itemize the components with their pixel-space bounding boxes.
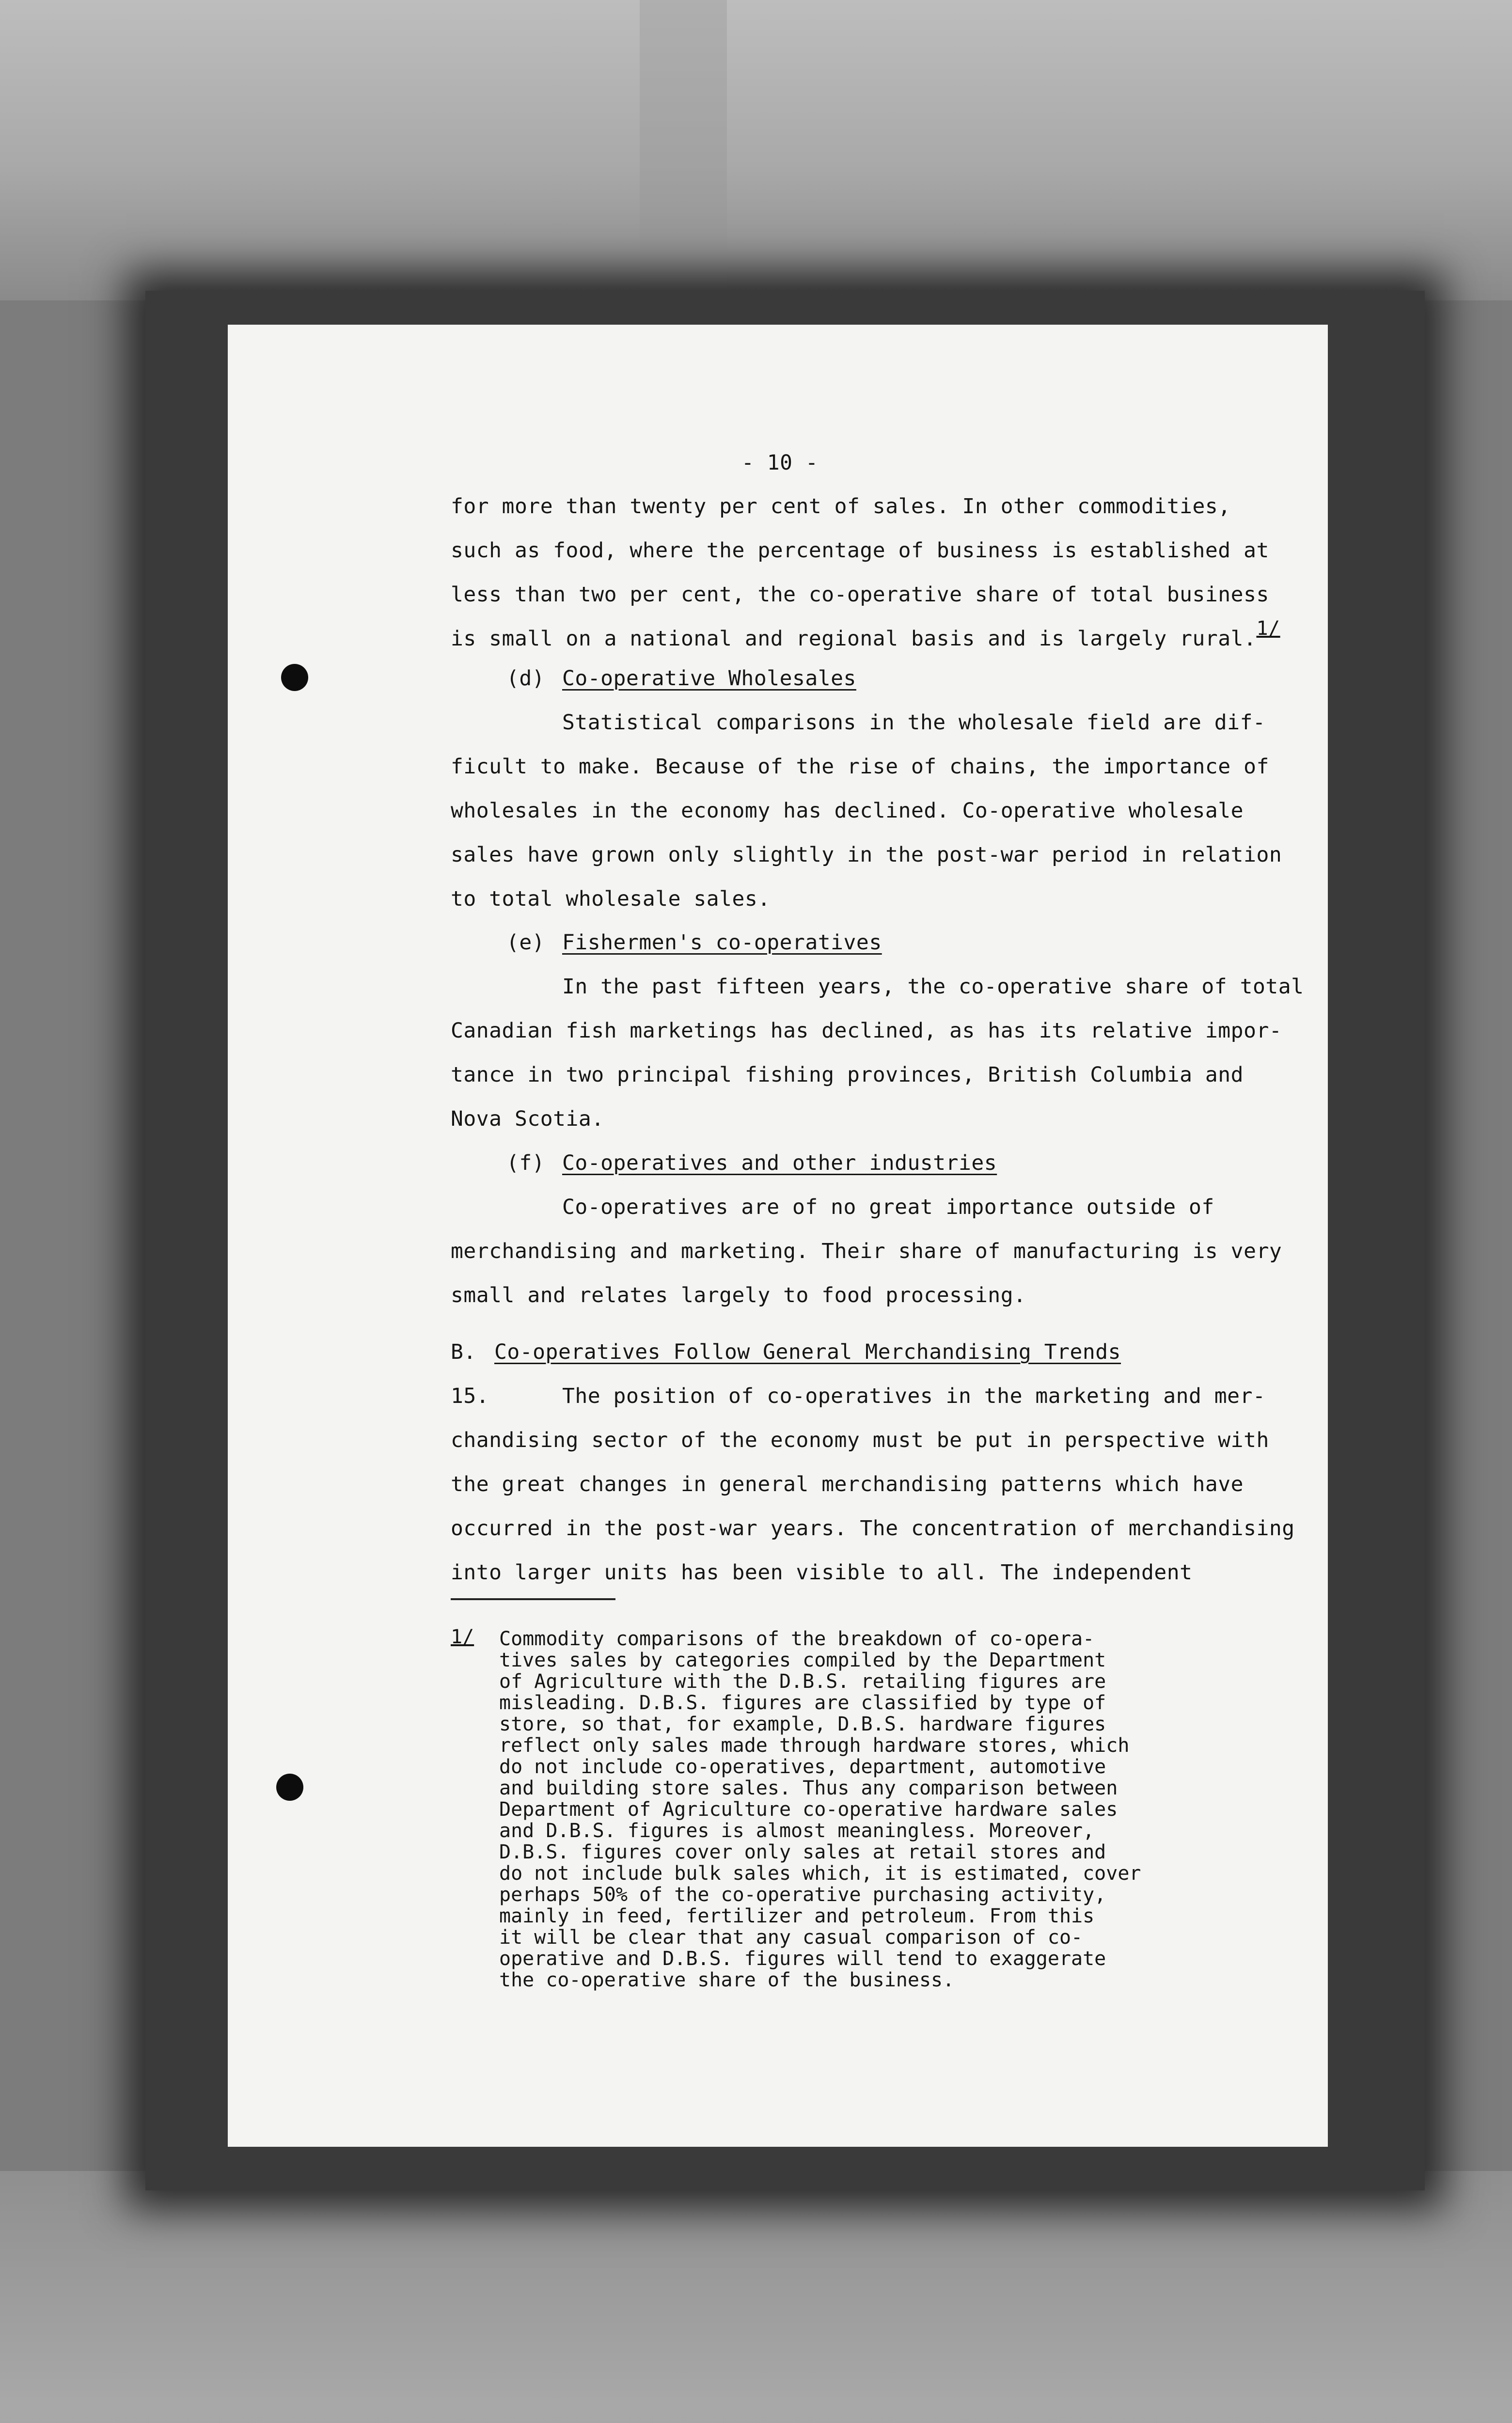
page-number: - 10 - <box>741 451 819 475</box>
paragraph-line: The position of co-operatives in the marketing and mer- <box>562 1384 1266 1408</box>
footnote-line: D.B.S. figures cover only sales at retail stores and <box>499 1841 1106 1863</box>
section-label: (d) <box>506 666 545 691</box>
footnote-line: it will be clear that any casual comparison of co- <box>499 1926 1083 1949</box>
paragraph-line: merchandising and marketing. Their share of manufacturing is very <box>451 1239 1282 1263</box>
scan-backdrop-top <box>0 0 1512 300</box>
scan-backdrop-bottom <box>0 2171 1512 2423</box>
footnote-line: operative and D.B.S. figures will tend to exaggerate <box>499 1948 1106 1970</box>
footnote-line: of Agriculture with the D.B.S. retailing figures are <box>499 1670 1106 1693</box>
paragraph-line: for more than twenty per cent of sales. In other commodities, <box>451 494 1231 519</box>
section-label: (f) <box>506 1151 545 1175</box>
section-heading-merchandising-trends: Co-operatives Follow General Merchandising Trends <box>494 1340 1121 1364</box>
paragraph-line: Statistical comparisons in the wholesale field are dif- <box>562 710 1266 735</box>
footnote-line: and building store sales. Thus any comparison between <box>499 1777 1118 1799</box>
footnote-line: and D.B.S. figures is almost meaningless. Moreover, <box>499 1820 1095 1842</box>
footnote-line: Commodity comparisons of the breakdown of co-opera- <box>499 1628 1095 1650</box>
paragraph-line: Nova Scotia. <box>451 1107 604 1131</box>
document-page <box>228 325 1328 2147</box>
paragraph-line-text: is small on a national and regional basis and is largely rural. <box>451 627 1257 651</box>
footnote-line: do not include bulk sales which, it is estimated, cover <box>499 1862 1141 1885</box>
footnote-line: perhaps 50% of the co-operative purchasing activity, <box>499 1884 1106 1906</box>
page-text <box>228 325 1328 2147</box>
footnote-line: Department of Agriculture co-operative hardware sales <box>499 1798 1118 1821</box>
footnote-reference: 1/ <box>1256 617 1280 640</box>
paragraph-line: small and relates largely to food processing. <box>451 1283 1026 1307</box>
paragraph-line: such as food, where the percentage of business is established at <box>451 538 1269 563</box>
section-heading-other-industries: Co-operatives and other industries <box>562 1151 997 1175</box>
paragraph-line: the great changes in general merchandising patterns which have <box>451 1472 1244 1496</box>
paragraph-line: Co-operatives are of no great importance outside of <box>562 1195 1214 1219</box>
footnote-line: store, so that, for example, D.B.S. hardware figures <box>499 1713 1106 1735</box>
footnote-line: tives sales by categories compiled by the Department <box>499 1649 1106 1671</box>
paragraph-number: 15. <box>451 1384 489 1408</box>
paragraph-line: In the past fifteen years, the co-operative share of total <box>562 975 1304 999</box>
paragraph-line: Canadian fish marketings has declined, as has its relative impor- <box>451 1019 1282 1043</box>
paragraph-line: chandising sector of the economy must be put in perspective with <box>451 1428 1269 1452</box>
paragraph-line: ficult to make. Because of the rise of chains, the importance of <box>451 755 1269 779</box>
paragraph-line: to total wholesale sales. <box>451 887 771 911</box>
paragraph-line <box>451 617 1280 654</box>
section-label: B. <box>451 1340 476 1364</box>
paragraph-line: into larger units has been visible to all. The independent <box>451 1560 1193 1585</box>
section-heading-wholesales: Co-operative Wholesales <box>562 666 856 691</box>
paragraph-line: less than two per cent, the co-operative share of total business <box>451 582 1269 607</box>
footnote-line: mainly in feed, fertilizer and petroleum. From this <box>499 1905 1095 1927</box>
footnote-line: do not include co-operatives, department, automotive <box>499 1756 1106 1778</box>
footnote-line: the co-operative share of the business. <box>499 1969 955 1991</box>
section-heading-fishermen: Fishermen's co-operatives <box>562 930 882 955</box>
footnote-rule <box>451 1598 615 1600</box>
footnote-marker: 1/ <box>451 1626 474 1648</box>
paragraph-line: wholesales in the economy has declined. Co-operative wholesale <box>451 799 1244 823</box>
paragraph-line: tance in two principal fishing provinces, British Columbia and <box>451 1063 1244 1087</box>
footnote-line: misleading. D.B.S. figures are classified by type of <box>499 1692 1106 1714</box>
section-label: (e) <box>506 930 545 955</box>
paragraph-line: occurred in the post-war years. The concentration of merchandising <box>451 1516 1295 1541</box>
paragraph-line: sales have grown only slightly in the post-war period in relation <box>451 843 1282 867</box>
footnote-line: reflect only sales made through hardware stores, which <box>499 1734 1130 1757</box>
